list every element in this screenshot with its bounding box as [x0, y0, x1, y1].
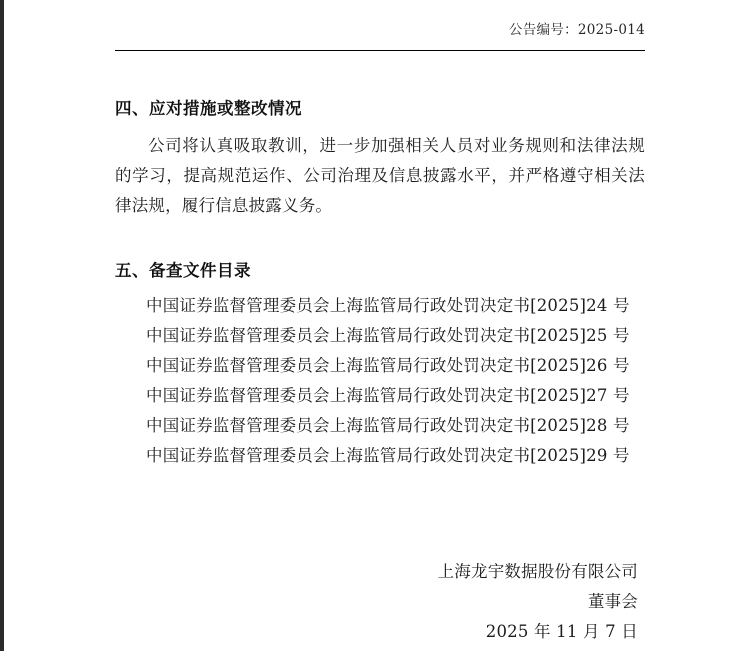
- section-four-paragraph: 公司将认真吸取教训，进一步加强相关人员对业务规则和法律法规的学习，提高规范运作、公司治理及信息披露水平，并严格遵守相关法律法规，履行信息披露义务。: [115, 136, 645, 215]
- section-heading-five: 五、备查文件目录: [115, 261, 251, 280]
- page-header: [115, 18, 645, 38]
- list-item: 中国证券监督管理委员会上海监管局行政处罚决定书[2025]27 号: [146, 386, 630, 405]
- announcement-number: 公告编号：2025-014: [508, 22, 645, 38]
- list-item: 中国证券监督管理委员会上海监管局行政处罚决定书[2025]28 号: [146, 416, 630, 435]
- signature-date: 2025 年 11 月 7 日: [485, 622, 638, 641]
- signature-block: [338, 557, 638, 647]
- signature-company: 上海龙宇数据股份有限公司: [437, 562, 638, 581]
- list-item: 中国证券监督管理委员会上海监管局行政处罚决定书[2025]24 号: [146, 296, 630, 315]
- list-item: 中国证券监督管理委员会上海监管局行政处罚决定书[2025]25 号: [146, 326, 630, 345]
- list-item: 中国证券监督管理委员会上海监管局行政处罚决定书[2025]29 号: [146, 446, 630, 465]
- reference-document-list: [146, 291, 630, 471]
- section-heading-four: 四、应对措施或整改情况: [115, 99, 302, 118]
- header-divider: [115, 50, 645, 51]
- list-item: 中国证券监督管理委员会上海监管局行政处罚决定书[2025]26 号: [146, 356, 630, 375]
- signature-body: 董事会: [587, 592, 638, 611]
